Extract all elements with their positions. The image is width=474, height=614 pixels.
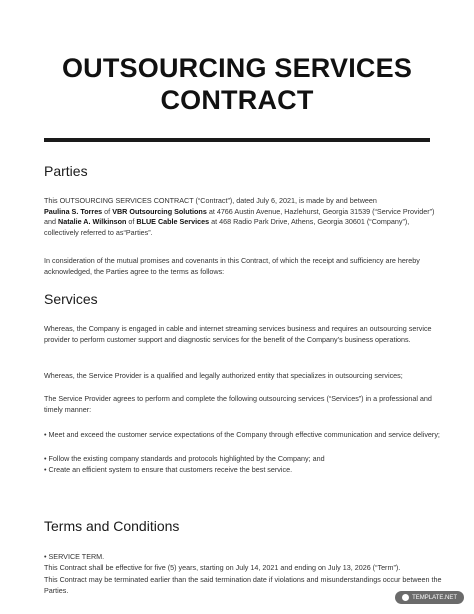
of-text-1: of — [102, 206, 113, 216]
terms-item-title: • SERVICE TERM. — [44, 552, 105, 561]
services-paragraph-2: Whereas, the Service Provider is a qualified and legally authorized entity that specializes in outsourcing services; — [44, 371, 403, 380]
watermark-label: TEMPLATE.NET — [412, 594, 457, 601]
parties-paragraph-1 — [44, 196, 444, 238]
watermark-badge — [395, 591, 464, 604]
title-line-2: CONTRACT — [160, 85, 314, 115]
section-heading-services: Services — [44, 291, 98, 307]
section-heading-parties: Parties — [44, 163, 88, 179]
terms-paragraph-2: This Contract may be terminated earlier than the said termination date if violations and misunderstandings occur between the Parties. — [44, 575, 442, 595]
title-divider — [44, 138, 430, 142]
services-paragraph-3: The Service Provider agrees to perform and complete the following outsourcing services (“Services”) in a professional and timely manner: — [44, 394, 432, 414]
services-bullet-3: • Create an efficient system to ensure that customers receive the best service. — [44, 465, 293, 474]
services-bullet-1: • Meet and exceed the customer service expectations of the Company through effective communication and service delivery; — [44, 430, 440, 439]
parties-paragraph-2: In consideration of the mutual promises and covenants in this Contract, of which the receipt and sufficiency are hereby acknowledged, the Parties agree to the terms as follows: — [44, 256, 420, 276]
document-title — [0, 52, 474, 116]
of-text-2: of — [126, 217, 137, 227]
terms-paragraph-1: This Contract shall be effective for five (5) years, starting on July 14, 2021 and ending on July 13, 2026 (“Term”). — [44, 563, 401, 572]
company-address: at 468 Radio Park Drive, Athens, Georgia 30601 (“Company”), collectively referred to as“Parties”. — [44, 217, 410, 237]
section-heading-terms: Terms and Conditions — [44, 518, 180, 534]
provider-name: Paulina S. Torres — [44, 206, 103, 216]
title-line-1: OUTSOURCING SERVICES — [61, 53, 413, 83]
company-name: BLUE Cable Services — [136, 217, 210, 227]
parties-intro: This OUTSOURCING SERVICES CONTRACT (“Contract”), dated July 6, 2021, is made by and between — [44, 196, 377, 205]
services-paragraph-1: Whereas, the Company is engaged in cable and internet streaming services business and requires an outsourcing service provider to perform customer support and diagnostic services for the benefit of the Company’s business operations. — [44, 324, 432, 344]
company-rep-name: Natalie A. Wilkinson — [58, 217, 127, 227]
provider-address: at 4766 Austin Avenue, Hazlehurst, Georgia 31539 (“Service Provider”) and — [44, 206, 435, 227]
watermark-logo-icon — [402, 594, 409, 601]
services-bullet-2: • Follow the existing company standards and protocols highlighted by the Company; and — [44, 454, 325, 463]
provider-company: VBR Outsourcing Solutions — [112, 206, 207, 216]
